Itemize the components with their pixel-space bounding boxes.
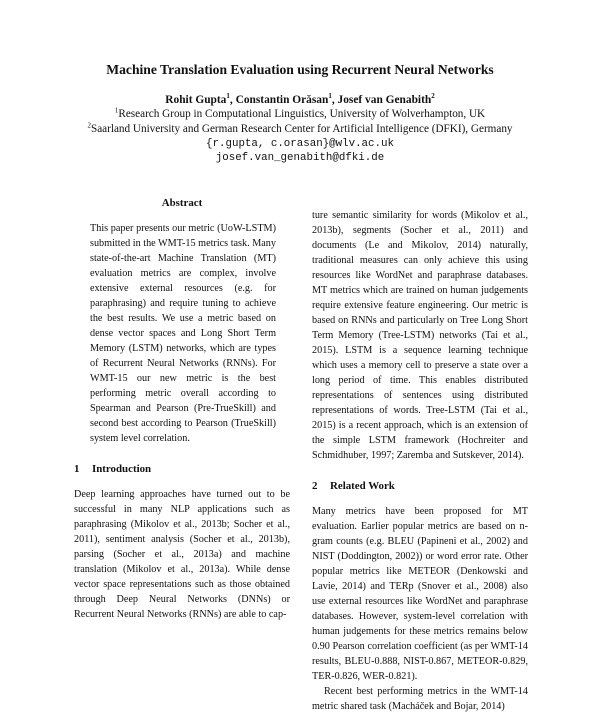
author-email: {r.gupta, c.orasan}@wlv.ac.uk [206, 138, 394, 150]
paper-title: Machine Translation Evaluation using Recurrent Neural Networks [106, 62, 494, 77]
author-separator: , [331, 94, 338, 106]
affiliation-mark: 2 [87, 121, 91, 130]
author-list [0, 94, 600, 106]
section-heading [312, 479, 528, 494]
author-email: josef.van_genabith@dfki.de [215, 152, 385, 164]
left-column [74, 196, 290, 622]
body-paragraph: Many metrics have been proposed for MT evaluation. Earlier popular metrics are based on n-gram counts (e.g. BLEU (Papineni et al., 2002) and NIST (Doddington, 2002)) or word error rate. Other popular metrics like METEOR (Denkowski and Lavie, 2014) and TERp (Snover et al., 2008) also use external resources like WordNet and paraphrase databases. However, system-level correlation with human judgements for these metrics remains below 0.90 Pearson correlation coefficient (as per WMT-14 results, BLEU-0.888, NIST-0.867, METEOR-0.829, TER-0.826, WER-0.821). [312, 506, 528, 682]
affiliation [0, 123, 600, 135]
author-name: Josef van Genabith [337, 94, 432, 106]
section-title: Introduction [92, 463, 152, 475]
body-paragraph: Deep learning approaches have turned out to be successful in many NLP applications such as paraphrasing (Mikolov et al., 2013b; Socher et al., 2011), sentiment analysis (Socher et al., 2013b), parsing (Socher et al., 2013a) and machine translation (Mikolov et al., 2013a). While dense vector space representations such as those obtained through Deep Neural Networks (DNNs) or Recurrent Neural Networks (RNNs) are able to cap- [74, 489, 290, 620]
right-column [312, 208, 528, 714]
author-affil-mark: 1 [226, 92, 230, 101]
section-heading [74, 462, 290, 477]
author-separator: , [229, 94, 236, 106]
author-name: Constantin Orăsan [235, 94, 329, 106]
affiliation [0, 108, 600, 120]
body-paragraph: ture semantic similarity for words (Mikolov et al., 2013b), segments (Socher et al., 2011) and documents (Le and Mikolov, 2014) naturally, traditional measures can only achieve this using resources like WordNet and paraphrase databases. MT metrics which are trained on human judgements require extensive feature engineering. Our metric is based on RNNs and particularly on Tree Long Short Term Memory (Tree-LSTM) networks (Tai et al., 2015). LSTM is a sequence learning technique which uses a memory cell to preserve a state over a long period of time. This enables distributed representations of sentences using distributed representations of words. Tree-LSTM (Tai et al., 2015) is a recent approach, which is an extension of the simple LSTM framework (Hochreiter and Schmidhuber, 1997; Zaremba and Sutskever, 2014). [312, 210, 528, 461]
section-number: 2 [312, 480, 318, 492]
author-name: Rohit Gupta [165, 94, 227, 106]
abstract-heading: Abstract [161, 197, 203, 209]
abstract-body: This paper presents our metric (UoW-LSTM) submitted in the WMT-15 metrics task. Many state-of-the-art Machine Translation (MT) evaluation metrics are complex, involve extensive external resources (e.g. for paraphrasing) and require tuning to achieve the best results. We use a metric based on dense vector spaces and Long Short Term Memory (LSTM) networks, which are types of Recurrent Neural Networks (RNNs). For WMT-15 our new metric is the best performing metric overall according to Spearman and Pearson (Pre-TrueSkill) and second best according to Pearson (TrueSkill) system level correlation. [90, 223, 276, 444]
affiliation-text: Research Group in Computational Linguistics, University of Wolverhampton, UK [118, 108, 486, 120]
author-affil-mark: 1 [328, 92, 332, 101]
body-paragraph: Recent best performing metrics in the WMT-14 metric shared task (Macháček and Bojar, 2014) [312, 686, 528, 712]
author-affil-mark: 2 [431, 92, 435, 101]
affiliation-mark: 1 [114, 106, 119, 115]
section-number: 1 [74, 463, 80, 475]
section-title: Related Work [330, 480, 395, 492]
affiliation-text: Saarland University and German Research Center for Artificial Intelligence (DFKI), Germany [90, 123, 513, 135]
